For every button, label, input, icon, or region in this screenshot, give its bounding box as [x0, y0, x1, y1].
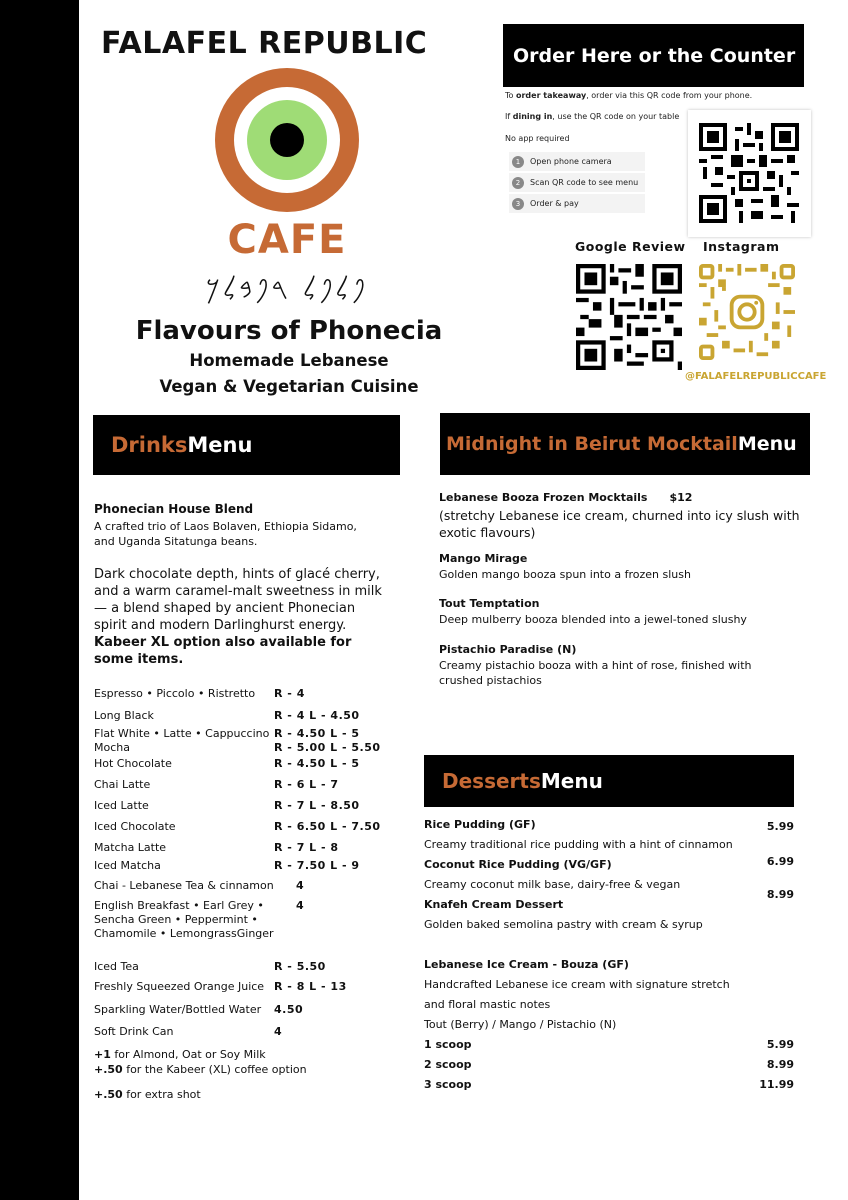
milk-option-note: +1 for Almond, Oat or Soy Milk — [94, 1048, 266, 1061]
drinks-menu-header: Drinks Menu — [93, 415, 400, 475]
dessert-description: Golden baked semolina pastry with cream & syrup — [424, 918, 703, 931]
order-step: 2 Scan QR code to see menu — [509, 173, 645, 192]
mocktail-menu-header: Midnight in Beirut Mocktail Menu — [440, 413, 810, 475]
ice-cream-description: Handcrafted Lebanese ice cream with signature stretch — [424, 978, 730, 991]
dessert-item: Rice Pudding (GF) 5.99 — [424, 818, 794, 833]
instagram-handle: @FALAFELREPUBLICCAFE — [685, 371, 827, 382]
tagline: Flavours of Phonecia — [135, 316, 443, 346]
instagram-qr-icon[interactable] — [699, 264, 795, 360]
scoop-option: 3 scoop 11.99 — [424, 1078, 794, 1091]
left-black-band — [0, 0, 79, 1200]
kabeer-option-note: +.50 for the Kabeer (XL) coffee option — [94, 1063, 307, 1076]
no-app-note: No app required — [505, 134, 570, 143]
takeaway-note: To order takeaway, order via this QR code from your phone. — [505, 91, 753, 100]
mocktail-name: Mango Mirage — [439, 552, 528, 565]
scoop-option: 2 scoop 8.99 — [424, 1058, 794, 1071]
brand-title: FALAFEL REPUBLIC — [101, 26, 428, 61]
ice-cream-title: Lebanese Ice Cream - Bouza (GF) — [424, 958, 629, 971]
booza-mocktails-title: Lebanese Booza Frozen Mocktails $12 — [439, 491, 693, 504]
ice-cream-description: and floral mastic notes — [424, 998, 551, 1011]
house-blend-description: Dark chocolate depth, hints of glacé cherry, and a warm caramel-malt sweetness in milk — a blend shaped by ancient Phonecian spirit and modern Darlinghurst energy. Kabeer XL option also available for some items. — [94, 567, 382, 667]
subtitle-homemade: Homemade Lebanese — [189, 351, 389, 370]
drink-item: English Breakfast • Earl Grey • Sencha Green • Peppermint • Chamomile • LemongrassGinger 4 — [94, 899, 305, 940]
dessert-item: Knafeh Cream Dessert 8.99 — [424, 888, 794, 911]
house-blend-name: Phonecian House Blend — [94, 502, 254, 516]
dessert-item: Coconut Rice Pudding (VG/GF) 6.99 — [424, 855, 794, 871]
google-review-qr-icon[interactable] — [576, 264, 682, 370]
mocktail-name: Tout Temptation — [439, 597, 540, 610]
order-qr-card[interactable] — [688, 110, 811, 237]
phoenician-script: 𐤐𐤋𐤐𐤋 𐤓𐤐𐤁𐤋𐤊 — [205, 272, 369, 305]
dessert-description: Creamy traditional rice pudding with a hint of cinnamon — [424, 838, 733, 851]
mocktail-name: Pistachio Paradise (N) — [439, 643, 577, 656]
order-qr-code-icon[interactable] — [699, 123, 799, 223]
order-heading: Order Here or the Counter — [503, 24, 804, 87]
eye-logo-icon — [215, 68, 359, 212]
ice-cream-flavours: Tout (Berry) / Mango / Pistachio (N) — [424, 1018, 617, 1031]
google-review-label: Google Review — [575, 239, 686, 254]
mocktail-description: Golden mango booza spun into a frozen slush — [439, 568, 691, 581]
desserts-menu-header: Desserts Menu — [424, 755, 794, 807]
mocktail-description: Creamy pistachio booza with a hint of rose, finished with crushed pistachios — [439, 659, 752, 687]
dining-note: If dining in, use the QR code on your table — [505, 112, 680, 121]
menu-page: FALAFEL REPUBLIC CAFE 𐤐𐤋𐤐𐤋 𐤓𐤐𐤁𐤋𐤊 Flavours of Phonecia Homemade Lebanese Vegan & Vegetarian Cuisine Order Here or the Counter To order takeaway, order via this QR code from your phone. If dining in, use the QR code on your table No app required 1 Open phone camera 2 Scan QR code to see menu 3 Order & pay Google Review Instagram @FALAFELREPUBLICCAFE Drinks Menu Phonecian House Blend A crafted trio of Laos Bolaven, Ethiopia Sidamo, and Uganda Sitatunga beans. Dark chocolate depth, hints of glacé cherry, and a warm caramel-malt sweetness in milk — a blend shaped by ancient Phonecian spirit and modern Darlinghurst energy. Kabeer XL option also available for some items. Espresso • Piccolo • Ristretto R - 4 Long Black R - 4 L - 4.50 Flat White • Latte • Cappuccino R - 4.50 L - 5 Mocha R - 5.00 L - 5.50 Hot Chocolate R - 4.50 L - 5 Chai Latte R - 6 L - 7 Iced Latte R - 7 L - 8.50 Iced Chocolate R - 6.50 L - 7.50 Matcha Latte R - 7 L - 8 Iced Matcha R - 7.50 L - 9 Chai - Lebanese Tea & cinnamon 4 English Breakfast • Earl Grey • Sencha Green • Peppermint • Chamomile • LemongrassGinger 4 Iced Tea R - 5.50 Freshly Squeezed Orange Juice R - 8 L - 13 Sparkling Water/Bottled Water 4.50 Soft Drink Can 4 +1 for Almond, Oat or Soy Milk +.50 for the Kabeer (XL) coffee option +.50 for extra shot Midnight in Beirut Mocktail Menu Lebanese Booza Frozen Mocktails $12 (stretchy Lebanese ice cream, churned into icy slush with exotic flavours) Mango Mirage Golden mango booza spun into a frozen slush Tout Temptation Deep mulberry booza blended into a jewel-toned slushy Pistachio Paradise (N) Creamy pistachio booza with a hint of rose, finished with crushed pistachios Desserts Menu Rice Pudding (GF) 5.99 Creamy traditional rice pudding with a hint of cinnamon Coconut Rice Pudding (VG/GF) 6.99 Creamy coconut milk base, dairy-free & vegan Knafeh Cream Dessert 8.99 Golden baked semolina pastry with cream & syrup Lebanese Ice Cream - Bouza (GF) Handcrafted Lebanese ice cream with signature stretch and floral mastic notes Tout (Berry) / Mango / Pistachio (N) 1 scoop 5.99 2 scoop 8.99 3 scoop 11.99 — [79, 0, 848, 1200]
scoop-option: 1 scoop 5.99 — [424, 1038, 794, 1051]
order-step: 1 Open phone camera — [509, 152, 645, 171]
booza-mocktails-description: (stretchy Lebanese ice cream, churned into icy slush with exotic flavours) — [439, 508, 800, 540]
dessert-description: Creamy coconut milk base, dairy-free & vegan — [424, 878, 681, 891]
extra-shot-note: +.50 for extra shot — [94, 1088, 201, 1101]
subtitle-vegan: Vegan & Vegetarian Cuisine — [159, 377, 419, 396]
cafe-label: CAFE — [227, 217, 347, 263]
house-blend-beans: A crafted trio of Laos Bolaven, Ethiopia Sidamo, and Uganda Sitatunga beans. — [94, 520, 357, 548]
mocktail-description: Deep mulberry booza blended into a jewel-toned slushy — [439, 613, 747, 626]
order-step: 3 Order & pay — [509, 194, 645, 213]
instagram-label: Instagram — [703, 239, 780, 254]
